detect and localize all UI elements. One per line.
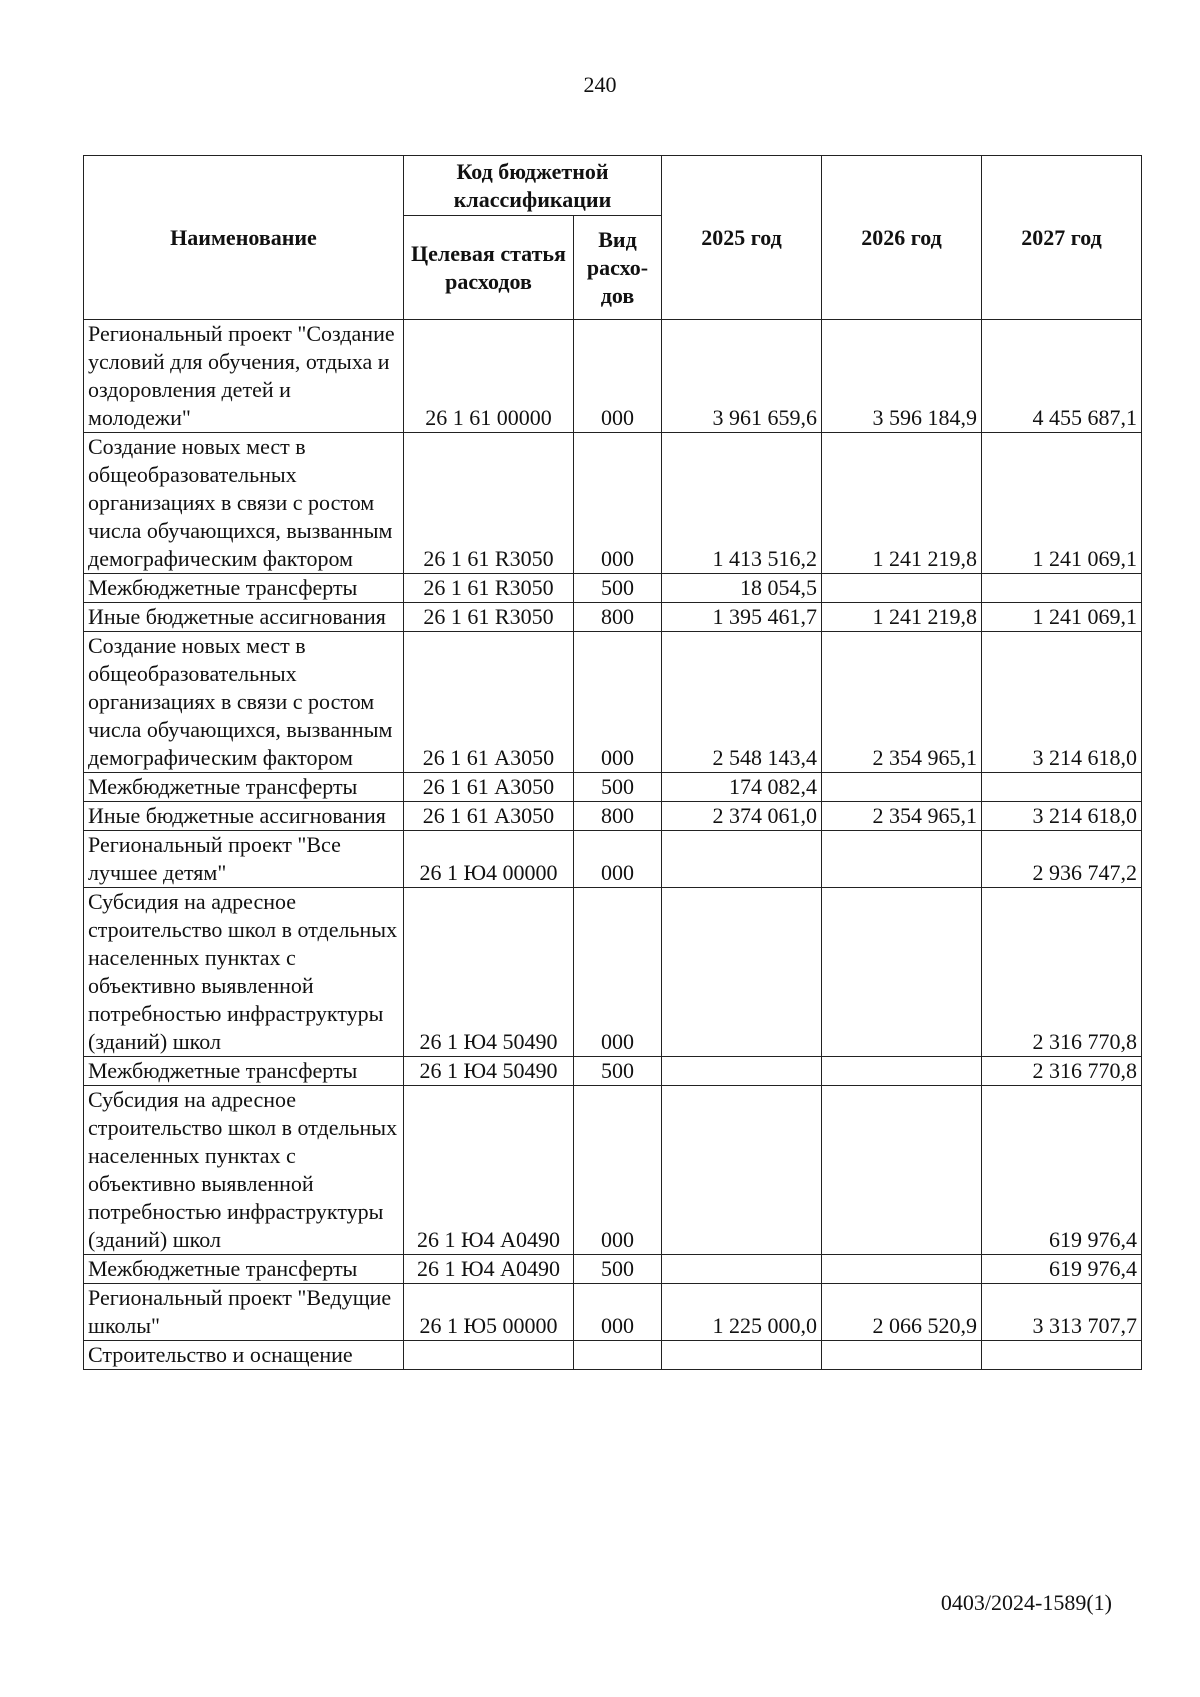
table-row — [84, 831, 1142, 888]
row-value-2027: 619 976,4 — [982, 1086, 1142, 1255]
table-row — [84, 433, 1142, 574]
row-value-2026: 2 354 965,1 — [822, 802, 982, 831]
row-expense-type: 000 — [574, 831, 662, 888]
row-value-2026: 1 241 219,8 — [822, 433, 982, 574]
row-name: Региональный проект "Все лучшее детям" — [84, 831, 404, 888]
header-2027: 2027 год — [982, 156, 1142, 320]
table-row — [84, 773, 1142, 802]
row-value-2027: 3 214 618,0 — [982, 632, 1142, 773]
row-value-2025: 1 413 516,2 — [662, 433, 822, 574]
row-value-2026: 3 596 184,9 — [822, 320, 982, 433]
header-expense-type: Вид расхо-дов — [574, 216, 662, 320]
row-name: Создание новых мест в общеобразовательных организациях в связи с ростом числа обучающихся, вызванным демографическим фактором — [84, 632, 404, 773]
row-value-2027: 1 241 069,1 — [982, 433, 1142, 574]
row-name: Межбюджетные трансферты — [84, 773, 404, 802]
table-row — [84, 1086, 1142, 1255]
row-value-2026 — [822, 1057, 982, 1086]
table-row — [84, 320, 1142, 433]
table-row — [84, 802, 1142, 831]
row-value-2025 — [662, 1341, 822, 1370]
row-value-2025: 1 395 461,7 — [662, 603, 822, 632]
row-value-2027: 619 976,4 — [982, 1255, 1142, 1284]
table-row — [84, 603, 1142, 632]
header-name: Наименование — [84, 156, 404, 320]
header-2025: 2025 год — [662, 156, 822, 320]
row-expense-type: 000 — [574, 320, 662, 433]
budget-table — [83, 155, 1142, 1370]
table-row — [84, 888, 1142, 1057]
row-value-2027: 1 241 069,1 — [982, 603, 1142, 632]
table-row — [84, 1057, 1142, 1086]
table-row — [84, 1255, 1142, 1284]
row-value-2025 — [662, 888, 822, 1057]
row-name: Иные бюджетные ассигнования — [84, 603, 404, 632]
header-target-article: Целевая статья расходов — [404, 216, 574, 320]
row-value-2025: 2 374 061,0 — [662, 802, 822, 831]
row-target-article: 26 1 61 R3050 — [404, 574, 574, 603]
row-expense-type: 000 — [574, 1086, 662, 1255]
row-value-2026: 2 066 520,9 — [822, 1284, 982, 1341]
row-value-2026: 2 354 965,1 — [822, 632, 982, 773]
row-target-article: 26 1 Ю4 50490 — [404, 888, 574, 1057]
document-id: 0403/2024-1589(1) — [940, 1590, 1112, 1615]
row-target-article: 26 1 61 00000 — [404, 320, 574, 433]
row-name: Строительство и оснащение — [84, 1341, 404, 1370]
row-expense-type: 800 — [574, 603, 662, 632]
row-value-2025 — [662, 1057, 822, 1086]
row-value-2027: 3 214 618,0 — [982, 802, 1142, 831]
row-expense-type: 800 — [574, 802, 662, 831]
row-expense-type: 500 — [574, 1255, 662, 1284]
row-target-article: 26 1 Ю4 А0490 — [404, 1255, 574, 1284]
row-value-2025 — [662, 1255, 822, 1284]
row-target-article: 26 1 Ю5 00000 — [404, 1284, 574, 1341]
row-name: Региональный проект "Ведущие школы" — [84, 1284, 404, 1341]
row-value-2026: 1 241 219,8 — [822, 603, 982, 632]
row-target-article — [404, 1341, 574, 1370]
row-target-article: 26 1 Ю4 А0490 — [404, 1086, 574, 1255]
row-name: Субсидия на адресное строительство школ в отдельных населенных пунктах с объективно выявленной потребностью инфраструктуры (зданий) школ — [84, 888, 404, 1057]
table-row — [84, 1341, 1142, 1370]
row-value-2025: 1 225 000,0 — [662, 1284, 822, 1341]
row-value-2026 — [822, 574, 982, 603]
row-value-2026 — [822, 773, 982, 802]
row-name: Межбюджетные трансферты — [84, 1255, 404, 1284]
row-value-2025 — [662, 831, 822, 888]
page-number: 240 — [583, 72, 617, 97]
row-name: Межбюджетные трансферты — [84, 574, 404, 603]
row-expense-type: 500 — [574, 1057, 662, 1086]
row-target-article: 26 1 Ю4 50490 — [404, 1057, 574, 1086]
row-target-article: 26 1 61 А3050 — [404, 632, 574, 773]
table-row — [84, 574, 1142, 603]
row-value-2027: 4 455 687,1 — [982, 320, 1142, 433]
row-value-2027: 2 316 770,8 — [982, 888, 1142, 1057]
row-value-2025 — [662, 1086, 822, 1255]
table-row — [84, 1284, 1142, 1341]
row-target-article: 26 1 Ю4 00000 — [404, 831, 574, 888]
row-value-2027 — [982, 1341, 1142, 1370]
row-name: Региональный проект "Создание условий для обучения, отдыха и оздоровления детей и молодежи" — [84, 320, 404, 433]
row-expense-type: 000 — [574, 888, 662, 1057]
row-value-2027: 2 936 747,2 — [982, 831, 1142, 888]
header-code-group: Код бюджетной классификации — [404, 156, 662, 216]
row-target-article: 26 1 61 R3050 — [404, 433, 574, 574]
row-expense-type: 000 — [574, 1284, 662, 1341]
row-value-2026 — [822, 1341, 982, 1370]
table-row — [84, 632, 1142, 773]
row-expense-type: 500 — [574, 773, 662, 802]
row-value-2025: 174 082,4 — [662, 773, 822, 802]
row-value-2025: 2 548 143,4 — [662, 632, 822, 773]
row-value-2027: 2 316 770,8 — [982, 1057, 1142, 1086]
row-value-2025: 3 961 659,6 — [662, 320, 822, 433]
row-expense-type: 500 — [574, 574, 662, 603]
row-value-2026 — [822, 888, 982, 1057]
row-name: Субсидия на адресное строительство школ в отдельных населенных пунктах с объективно выявленной потребностью инфраструктуры (зданий) школ — [84, 1086, 404, 1255]
row-expense-type: 000 — [574, 632, 662, 773]
row-value-2026 — [822, 1086, 982, 1255]
row-value-2025: 18 054,5 — [662, 574, 822, 603]
row-expense-type — [574, 1341, 662, 1370]
row-value-2026 — [822, 831, 982, 888]
row-target-article: 26 1 61 R3050 — [404, 603, 574, 632]
row-value-2027 — [982, 773, 1142, 802]
row-value-2027: 3 313 707,7 — [982, 1284, 1142, 1341]
row-name: Межбюджетные трансферты — [84, 1057, 404, 1086]
row-name: Иные бюджетные ассигнования — [84, 802, 404, 831]
row-target-article: 26 1 61 А3050 — [404, 773, 574, 802]
row-expense-type: 000 — [574, 433, 662, 574]
row-name: Создание новых мест в общеобразовательных организациях в связи с ростом числа обучающихся, вызванным демографическим фактором — [84, 433, 404, 574]
row-value-2026 — [822, 1255, 982, 1284]
row-target-article: 26 1 61 А3050 — [404, 802, 574, 831]
header-2026: 2026 год — [822, 156, 982, 320]
row-value-2027 — [982, 574, 1142, 603]
